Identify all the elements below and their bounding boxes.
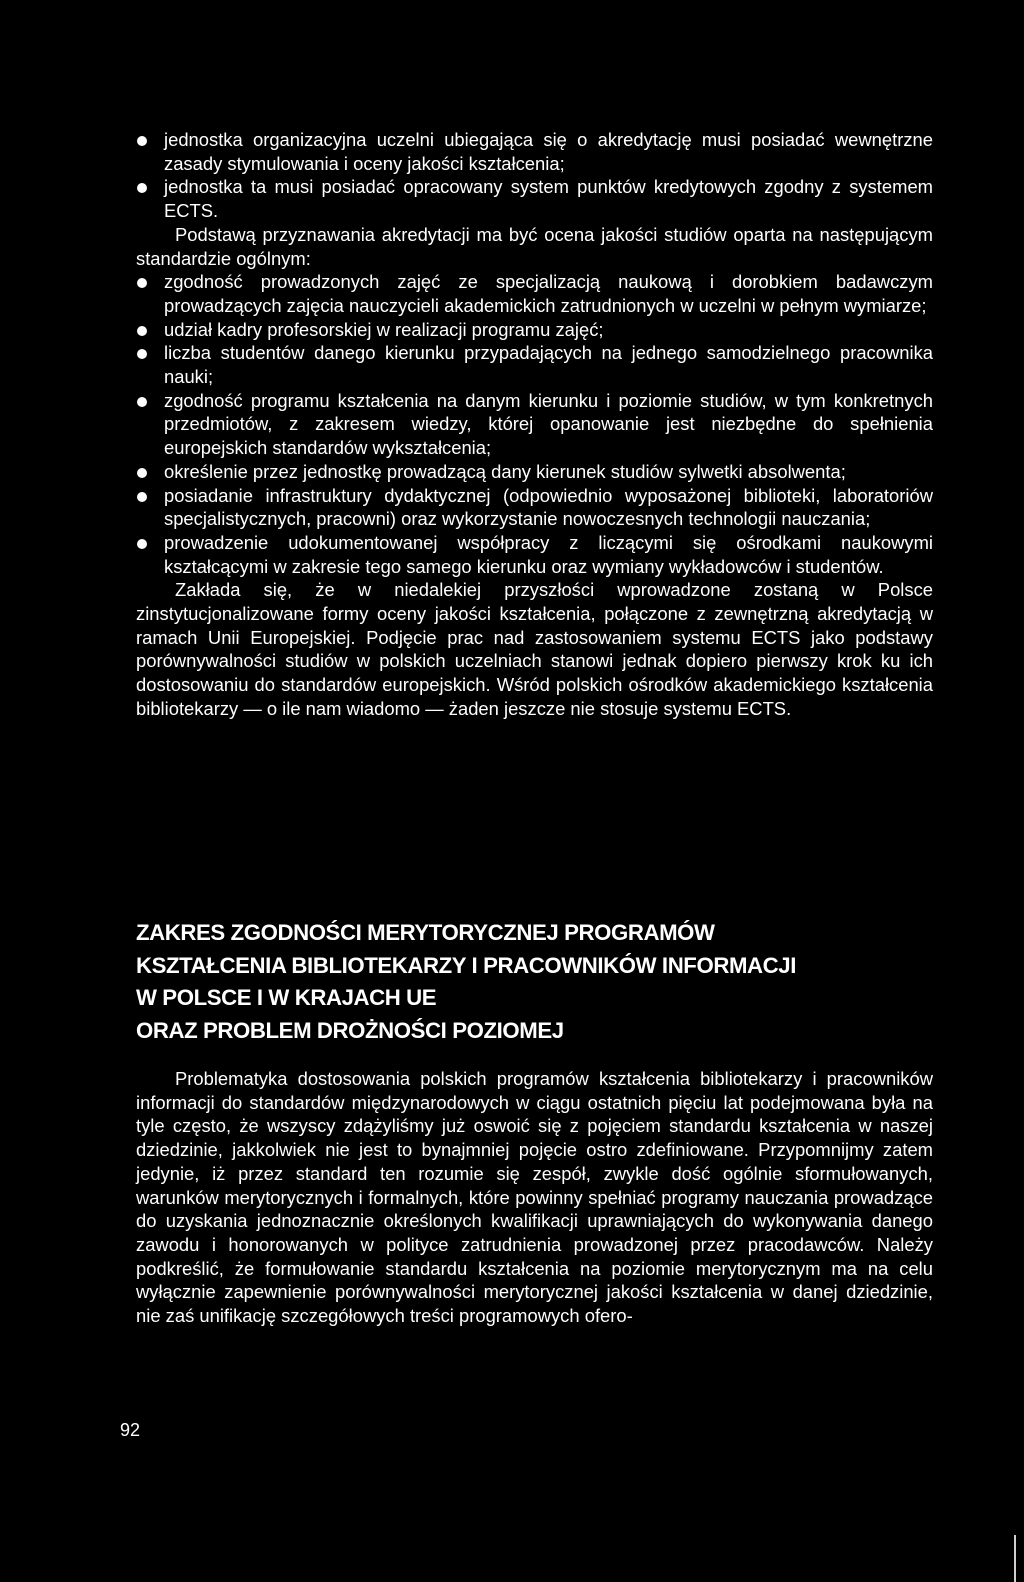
section-heading — [136, 917, 933, 1047]
list-item — [136, 318, 933, 342]
heading-line: W POLSCE I W KRAJACH UE — [136, 985, 437, 1010]
heading-line: ZAKRES ZGODNOŚCI MERYTORYCZNEJ PROGRAMÓW — [136, 920, 715, 945]
accreditation-standards-section — [136, 128, 933, 721]
list-item — [136, 341, 933, 388]
standards-section — [136, 1067, 933, 1328]
list-item — [136, 531, 933, 578]
bullet-icon — [137, 326, 147, 336]
page-number: 92 — [120, 1420, 141, 1440]
list-item — [136, 270, 933, 317]
list-item — [136, 484, 933, 531]
list-item-text: posiadanie infrastruktury dydaktycznej (odpowiednio wyposażonej biblioteki, laboratoriów specjalistycznych, pracowni) oraz wykorzystanie nowoczesnych technologii nauczania; — [164, 484, 933, 530]
list-item — [136, 175, 933, 222]
bullet-icon — [137, 278, 147, 288]
bullet-icon — [137, 183, 147, 193]
list-item-text: zgodność programu kształcenia na danym kierunku i poziomie studiów, w tym konkretnych przedmiotów, z zakresem wiedzy, której opanowanie jest niezbędne do spełnienia europejskich standardów wykształcenia; — [164, 389, 933, 459]
bullet-icon — [137, 539, 147, 549]
list-item-text: prowadzenie udokumentowanej współpracy z liczącymi się ośrodkami naukowymi kształcącymi w zakresie tego samego kierunku oraz wymiany wykładowców i studentów. — [164, 531, 933, 577]
bullet-icon — [137, 492, 147, 502]
scan-edge-mark — [1014, 1535, 1016, 1582]
paragraph: Zakłada się, że w niedalekiej przyszłości wprowadzone zostaną w Polsce zinstytucjonalizowane formy oceny jakości kształcenia, połączone z zewnętrzną akredytacją w ramach Unii Europejskiej. Podjęcie prac nad zastosowaniem systemu ECTS jako podstawy porównywalności studiów w polskich uczelniach stanowi jednak dopiero pierwszy krok ku ich dostosowaniu do standardów europejskich. Wśród polskich ośrodków akademickiego kształcenia bibliotekarzy — o ile nam wiadomo — żaden jeszcze nie stosuje systemu ECTS. — [136, 579, 933, 719]
paragraph: Problematyka dostosowania polskich programów kształcenia bibliotekarzy i pracowników informacji do standardów międzynarodowych w ciągu ostatnich pięciu lat podejmowana była na tyle często, że wszyscy zdążyliśmy już oswoić się z pojęciem standardu kształcenia w naszej dziedzinie, jakkolwiek nie jest to bynajmniej pojęcie ostro zdefiniowane. Przypomnijmy zatem jedynie, iż przez standard ten rozumie się zespół, zwykle dość ogólnie sformułowanych, warunków merytorycznych i formalnych, które powinny spełniać programy nauczania prowadzące do uzyskania jednoznacznie określonych kwalifikacji uprawniających do wykonywania danego zawodu i honorowanych w polityce zatrudnienia prowadzonej przez pracodawców. Należy podkreślić, że formułowanie standardu kształcenia na poziomie merytorycznym ma na celu wyłącznie zapewnienie porównywalności merytorycznej jakości kształcenia w danej dziedzinie, nie zaś unifikację szczegółowych treści programowych ofero- — [136, 1068, 933, 1327]
heading-line: ORAZ PROBLEM DROŻNOŚCI POZIOMEJ — [136, 1017, 564, 1043]
bullet-icon — [137, 349, 147, 359]
list-item — [136, 460, 933, 484]
list-item-text: liczba studentów danego kierunku przypadających na jednego samodzielnego pracownika nauki; — [164, 342, 933, 388]
bullet-icon — [137, 397, 147, 407]
bullet-icon — [137, 136, 147, 146]
list-item-text: jednostka organizacyjna uczelni ubiegająca się o akredytację musi posiadać wewnętrzne zasady stymulowania i oceny jakości kształcenia; — [164, 129, 933, 174]
paragraph: Podstawą przyznawania akredytacji ma być ocena jakości studiów oparta na następującym standardzie ogólnym: — [136, 223, 933, 269]
list-item-text: określenie przez jednostkę prowadzącą dany kierunek studiów sylwetki absolwenta; — [164, 460, 846, 482]
heading-line: KSZTAŁCENIA BIBLIOTEKARZY I PRACOWNIKÓW INFORMACJI — [136, 952, 796, 978]
list-item — [136, 128, 933, 175]
list-item-text: jednostka ta musi posiadać opracowany system punktów kredytowych zgodny z systemem ECTS. — [164, 176, 933, 222]
list-item-text: udział kadry profesorskiej w realizacji programu zajęć; — [164, 318, 604, 340]
list-item-text: zgodność prowadzonych zajęć ze specjalizacją naukową i dorobkiem badawczym prowadzących zajęcia nauczycieli akademickich zatrudnionych w uczelni w pełnym wymiarze; — [164, 271, 933, 316]
bullet-icon — [137, 468, 147, 478]
list-item — [136, 389, 933, 460]
